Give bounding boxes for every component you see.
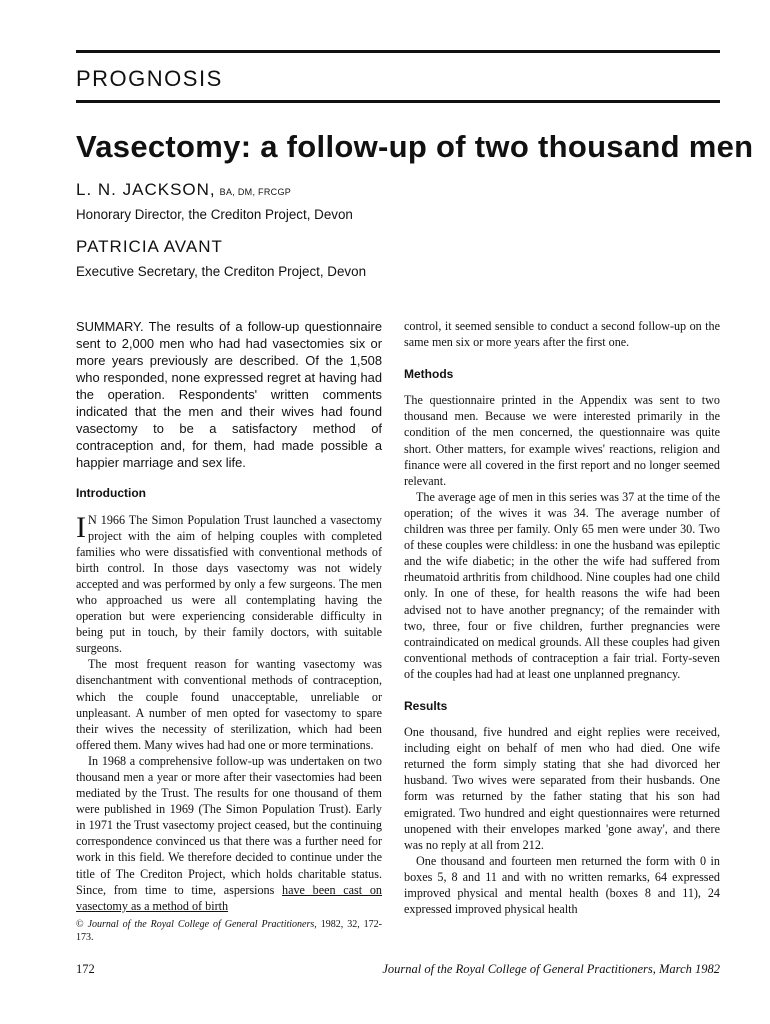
drop-cap: I [76,510,86,544]
introduction-paragraph-2: The most frequent reason for wanting vasectomy was disenchantment with conventional methods of contraception, which the couple found unacceptable, unreliable or unpleasant. A number of men opted for vasectomy to spare their wives the necessity of sterilization, which had been offered them. Many wives had had one or more terminations. [76,657,382,752]
top-rule [76,50,720,53]
introduction-paragraph-1: I N 1966 The Simon Population Trust launched a vasectomy project with the aim of helping couples with completed families who were dissatisfied with conventional methods of birth control. In those days vasectomy was not widely accepted and was performed by only a few surgeons. The men who approached us were all contemplating having the operation but were experiencing considerable difficulty in being put in touch, by their family doctors, with suitable surgeons. [76,510,382,656]
author-1-degrees: BA, DM, FRCGP [219,187,292,197]
copyright-notice: © Journal of the Royal College of General Practitioners, 1982, 32, 172-173. [76,918,383,943]
introduction-heading: Introduction [76,486,146,501]
underlined-line: have been cast on vasectomy as a method of birth [76,882,382,913]
author-2-name: PATRICIA AVANT [76,237,223,256]
results-heading: Results [404,698,448,713]
methods-heading: Methods [404,367,454,382]
introduction-paragraph-3: In 1968 a comprehensive follow-up was undertaken on two thousand men a year or more after their vasectomies had been mediated by the Trust. The results for one thousand of them were published in 1969 (The Simon Population Trust). Early in 1971 the Trust vasectomy project ceased, but the continuing correspondence convinced us that there was a further need for work in this field. We therefore decided to continue under the title of The Crediton Project, which holds charitable status. Since, from time to time, aspersions have been cast on vasectomy as a method of birth [76,753,382,913]
article-title: Vasectomy: a follow-up of two thousand men [76,129,754,164]
methods-paragraph-2: The average age of men in this series was 37 at the time of the operation; of the wives it was 34. The average number of children was three per family. Only 65 men were under 30. Two of these couples were childless: in one the husband was epileptic and the wife diabetic; in the other the wife had suffered from rheumatoid arthritis from childhood. Nine couples had one child only. In one of these, for health reasons the wife had been advised not to have another pregnancy; of the remainder with two, three, four or five children, further pregnancies were contraindicated on medical grounds. All these couples had given conventional methods of contraception a fair trial. Forty-seven of the couples had had at least one unplanned pregnancy. [404,489,720,681]
results-paragraph-2: One thousand and fourteen men returned the form with 0 in boxes 5, 8 and 11 and with no written remarks, 64 expressed improved physical and mental health (boxes 8 and 11), 24 expressed improved physical health [404,853,720,917]
author-2-affiliation: Executive Secretary, the Crediton Project, Devon [76,264,367,279]
continuation-text: control, it seemed sensible to conduct a second follow-up on the same men six or more years after the first one. [404,319,720,350]
author-1-name: L. N. JACKSON, [76,180,216,199]
author-2 [76,237,223,257]
section-label: PROGNOSIS [76,66,223,91]
summary: SUMMARY. The results of a follow-up questionnaire sent to 2,000 men who had had vasectomies six or more years previously are described. Of the 1,508 who responded, none expressed regret at having had the operation. Respondents' written comments indicated that the men and their wives had found vasectomy to be a satisfactory method of contraception and, for them, had made possible a happier marriage and sex life. [76,319,382,471]
left-column [76,318,382,944]
section-rule [76,100,720,103]
page-number: 172 [76,962,95,976]
methods-paragraph-1: The questionnaire printed in the Appendix was sent to two thousand men. Because we were interested primarily in the condition of the men concerned, the questionnaire was quite short. Other matters, for example wives' reactions, religion and finance were all covered in the first report and no longer seemed relevant. [404,393,720,488]
author-1-affiliation: Honorary Director, the Crediton Project, Devon [76,207,353,222]
results-paragraph-1: One thousand, five hundred and eight replies were received, including eight on behalf of men who had died. One wife returned the form simply stating that she had divorced her husband. Two wives were separated from their husbands. One form was returned by the father stating that his son had emigrated. Two hundred and eight questionnaires were returned unopened with their envelopes marked 'gone away', and there was no reply at all from 212. [404,725,720,852]
journal-footer: Journal of the Royal College of General Practitioners, March 1982 [382,962,720,976]
right-column [404,318,720,917]
author-1 [76,180,291,200]
